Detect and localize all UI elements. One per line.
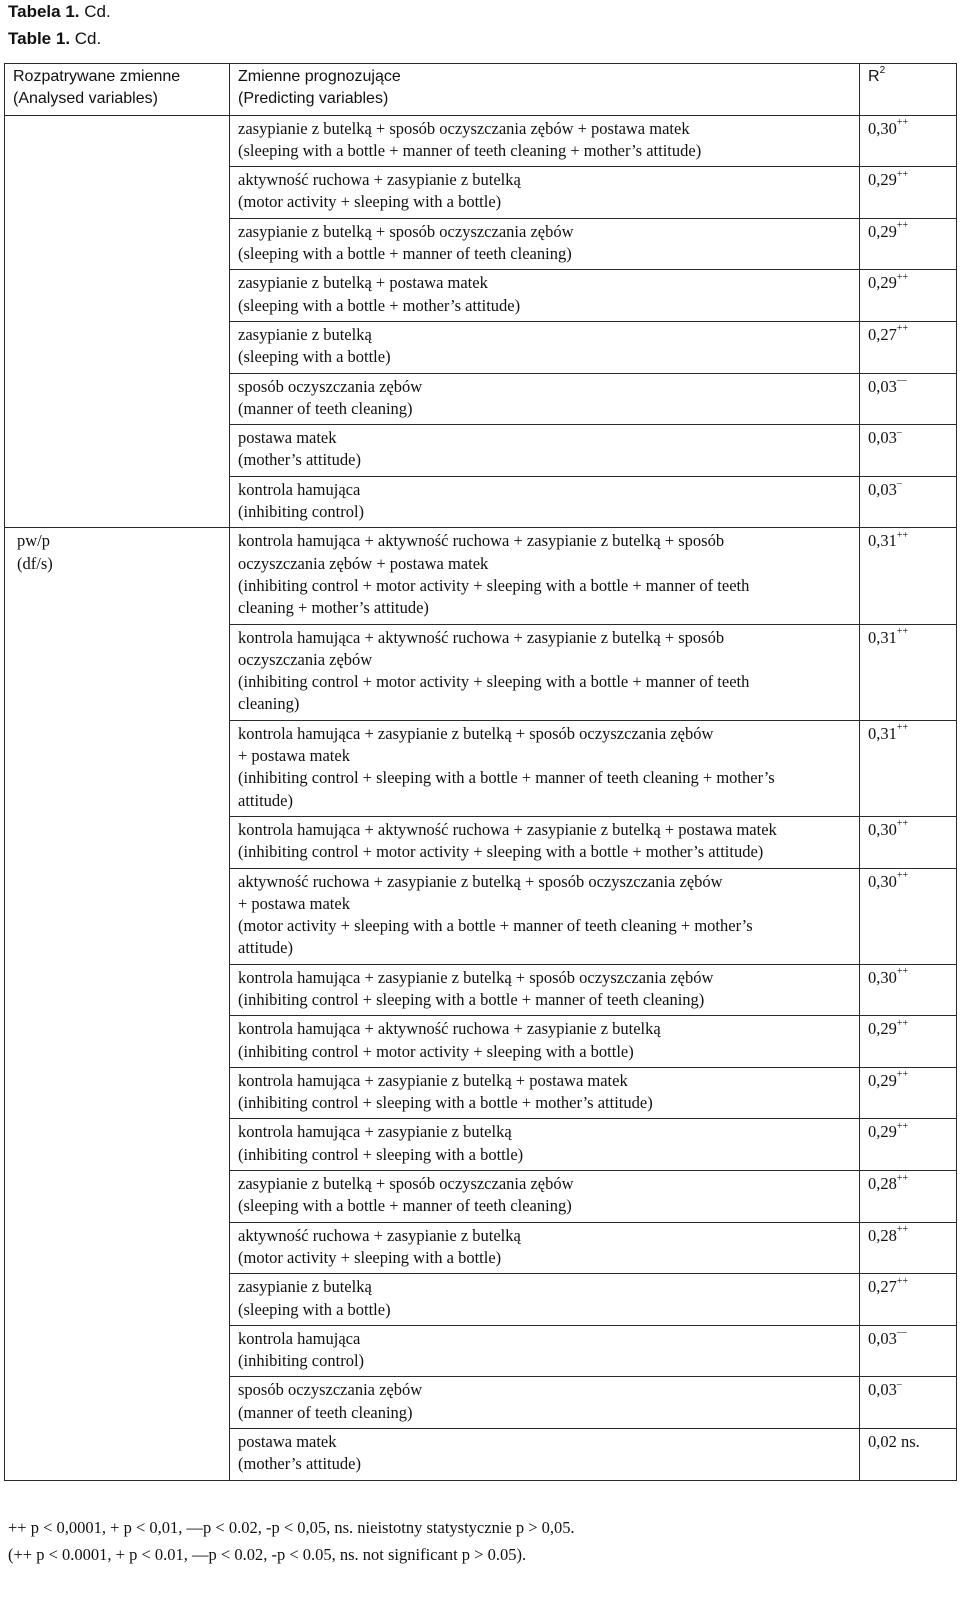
predictor-line: kontrola hamująca + aktywność ruchowa + zasypianie z butelką + sposób — [238, 531, 725, 551]
predicting-variables-cell — [230, 218, 860, 270]
predictor-line: (sleeping with a bottle + manner of teeth cleaning + mother’s attitude) — [238, 140, 702, 160]
r-squared-cell — [860, 321, 957, 373]
predictor-line: zasypianie z butelką + sposób oczyszczania zębów — [238, 1174, 574, 1194]
header-col2-pl: Zmienne prognozujące — [238, 68, 401, 85]
predicting-variables-cell — [230, 476, 860, 528]
significance-marker: ++ — [896, 323, 909, 335]
r-squared-cell — [860, 964, 957, 1016]
r-squared-value: 0,29 — [868, 170, 897, 190]
r-squared-value: 0,30 — [868, 118, 897, 138]
significance-marker: ++ — [896, 870, 909, 881]
predicting-variables-cell — [230, 1429, 860, 1481]
predicting-variables-cell — [230, 1325, 860, 1377]
r-squared-value: 0,30 — [868, 871, 897, 891]
predictor-line: + postawa matek — [238, 893, 350, 913]
predicting-variables-cell — [230, 167, 860, 219]
predictor-line: zasypianie z butelką — [238, 324, 372, 344]
predicting-variables-cell — [230, 373, 860, 425]
r-squared-cell — [860, 1377, 957, 1429]
predictor-line: (inhibiting control + sleeping with a bottle + manner of teeth cleaning + mother’s — [238, 768, 775, 788]
table-caption-en — [8, 29, 101, 49]
r-squared-cell — [860, 270, 957, 322]
predictor-line: kontrola hamująca + zasypianie z butelką + sposób oczyszczania zębów — [238, 723, 714, 743]
predictor-line: (inhibiting control + sleeping with a bottle + mother’s attitude) — [238, 1093, 653, 1113]
predictor-line: kontrola hamująca + aktywność ruchowa + zasypianie z butelką + sposób — [238, 627, 725, 647]
r-squared-cell — [860, 1429, 957, 1481]
significance-marker: ++ — [896, 1172, 909, 1184]
predicting-variables-cell — [230, 1016, 860, 1068]
predictor-line: (sleeping with a bottle) — [238, 347, 391, 367]
predicting-variables-cell — [230, 1377, 860, 1429]
r-squared-value: 0,29 — [868, 1019, 897, 1039]
predicting-variables-cell — [230, 270, 860, 322]
analysed-variable-cell — [5, 528, 230, 1480]
predictor-line: (mother’s attitude) — [238, 1454, 361, 1474]
significance-marker: — — [896, 1327, 907, 1339]
predicting-variables-cell — [230, 624, 860, 720]
predictor-line: postawa matek — [238, 428, 337, 448]
significance-marker: – — [896, 426, 902, 438]
predictor-line: (manner of teeth cleaning) — [238, 398, 413, 418]
r-squared-value: 0,03 — [868, 428, 897, 448]
predicting-variables-cell — [230, 964, 860, 1016]
predictor-line: attitude) — [238, 938, 293, 958]
predictor-line: (inhibiting control) — [238, 502, 365, 522]
significance-marker: – — [896, 478, 902, 490]
predictor-line: oczyszczania zębów + postawa matek — [238, 553, 489, 573]
r-squared-cell — [860, 476, 957, 528]
predicting-variables-cell — [230, 1067, 860, 1119]
r-squared-value: 0,29 — [868, 273, 897, 293]
r-squared-cell — [860, 624, 957, 720]
predictor-line: (inhibiting control + motor activity + sleeping with a bottle + manner of teeth — [238, 672, 750, 692]
predictor-line: (motor activity + sleeping with a bottle) — [238, 192, 502, 212]
predictor-line: sposób oczyszczania zębów — [238, 1380, 423, 1400]
predictor-line: zasypianie z butelką + sposób oczyszczania zębów + postawa matek — [238, 118, 690, 138]
predicting-variables-cell — [230, 528, 860, 624]
r-squared-cell — [860, 167, 957, 219]
r-squared-value: 0,30 — [868, 967, 897, 987]
predictor-line: (motor activity + sleeping with a bottle) — [238, 1247, 502, 1267]
predictor-line: (inhibiting control) — [238, 1351, 365, 1371]
r-squared-value: 0,27 — [868, 1277, 897, 1297]
r-squared-cell — [860, 1171, 957, 1223]
predictor-line: (sleeping with a bottle + manner of teeth cleaning) — [238, 244, 572, 264]
r-squared-value: 0,03 — [868, 479, 897, 499]
r-squared-value: 0,29 — [868, 1070, 897, 1090]
predictor-line: + postawa matek — [238, 746, 350, 766]
predictor-line: oczyszczania zębów — [238, 649, 373, 669]
results-table — [4, 63, 957, 1481]
r-squared-value: 0,30 — [868, 819, 897, 839]
predictor-line: (inhibiting control + motor activity + sleeping with a bottle + manner of teeth — [238, 575, 750, 595]
predicting-variables-cell — [230, 868, 860, 964]
significance-marker: ++ — [896, 117, 909, 129]
significance-marker: – — [896, 1378, 902, 1390]
analysed-variable-pl: pw/p — [17, 531, 50, 551]
r-squared-value: 0,29 — [868, 221, 897, 241]
predictor-line: (inhibiting control + motor activity + sleeping with a bottle + mother’s attitude) — [238, 842, 764, 862]
significance-marker: ++ — [896, 626, 909, 638]
header-col1-en: (Analysed variables) — [13, 90, 158, 108]
predicting-variables-cell — [230, 321, 860, 373]
significance-marker: ++ — [896, 818, 909, 830]
r-squared-value: 0,27 — [868, 324, 897, 344]
significance-marker: ++ — [896, 1275, 909, 1287]
r-squared-cell — [860, 425, 957, 477]
predictor-line: (sleeping with a bottle + manner of teeth cleaning) — [238, 1196, 572, 1216]
significance-marker: ++ — [896, 168, 909, 180]
significance-marker: ++ — [896, 529, 909, 541]
predictor-line: zasypianie z butelką — [238, 1277, 372, 1297]
predictor-line: kontrola hamująca — [238, 1328, 361, 1348]
r-squared-cell — [860, 1016, 957, 1068]
significance-marker: ++ — [896, 966, 909, 978]
predicting-variables-cell — [230, 1274, 860, 1326]
predictor-line: kontrola hamująca + zasypianie z butelką + sposób oczyszczania zębów — [238, 967, 714, 987]
header-r-squared — [860, 64, 957, 116]
predictor-line: (sleeping with a bottle) — [238, 1299, 391, 1319]
significance-marker: — — [896, 375, 907, 387]
table-row — [5, 115, 957, 167]
significance-marker: ++ — [896, 220, 909, 232]
header-analysed-variables — [5, 64, 230, 116]
r-squared-value: 0,31 — [868, 531, 897, 551]
significance-marker: ++ — [896, 722, 909, 734]
r-squared-cell — [860, 1325, 957, 1377]
r-squared-value: 0,31 — [868, 627, 897, 647]
r-squared-cell — [860, 1067, 957, 1119]
r-squared-cell — [860, 528, 957, 624]
predicting-variables-cell — [230, 1119, 860, 1171]
predictor-line: kontrola hamująca + zasypianie z butelką — [238, 1122, 512, 1142]
predicting-variables-cell — [230, 425, 860, 477]
predictor-line: (inhibiting control + sleeping with a bottle + manner of teeth cleaning) — [238, 989, 705, 1009]
predictor-line: aktywność ruchowa + zasypianie z butelką — [238, 170, 521, 190]
r-squared-cell — [860, 218, 957, 270]
r-squared-cell — [860, 868, 957, 964]
r-squared-cell — [860, 816, 957, 868]
predictor-line: kontrola hamująca + aktywność ruchowa + zasypianie z butelką — [238, 1019, 661, 1039]
predictor-line: kontrola hamująca + aktywność ruchowa + zasypianie z butelką + postawa matek — [238, 819, 777, 839]
significance-marker: ++ — [896, 271, 909, 283]
predictor-line: (motor activity + sleeping with a bottle + manner of teeth cleaning + mother’s — [238, 916, 753, 936]
r-squared-value: 0,29 — [868, 1122, 897, 1142]
header-predicting-variables — [230, 64, 860, 116]
predictor-line: cleaning) — [238, 694, 300, 714]
caption-en-suffix: Cd. — [74, 29, 102, 48]
r-squared-value: 0,31 — [868, 723, 897, 743]
predictor-line: aktywność ruchowa + zasypianie z butelką + sposób oczyszczania zębów — [238, 871, 723, 891]
caption-pl-label: Tabela 1. — [8, 2, 80, 21]
analysed-variable-en: (df/s) — [17, 553, 53, 573]
r-squared-value: 0,28 — [868, 1174, 897, 1194]
predictor-line: (inhibiting control + motor activity + sleeping with a bottle) — [238, 1041, 634, 1061]
table-row — [5, 528, 957, 624]
predictor-line: cleaning + mother’s attitude) — [238, 598, 429, 618]
significance-marker: ++ — [896, 1120, 909, 1132]
header-col1-pl: Rozpatrywane zmienne — [13, 68, 181, 85]
header-col2-en: (Predicting variables) — [238, 90, 389, 108]
predicting-variables-cell — [230, 816, 860, 868]
predictor-line: zasypianie z butelką + sposób oczyszczania zębów — [238, 221, 574, 241]
predictor-line: attitude) — [238, 790, 293, 810]
header-r-sup: 2 — [879, 64, 886, 76]
r-squared-value: 0,02 ns. — [868, 1432, 920, 1452]
r-squared-cell — [860, 115, 957, 167]
r-squared-value: 0,28 — [868, 1225, 897, 1245]
predictor-line: aktywność ruchowa + zasypianie z butelką — [238, 1225, 521, 1245]
predicting-variables-cell — [230, 1222, 860, 1274]
header-r-base: R — [868, 68, 880, 85]
predicting-variables-cell — [230, 115, 860, 167]
caption-pl-suffix: Cd. — [84, 2, 111, 21]
significance-marker: ++ — [896, 1017, 909, 1029]
r-squared-cell — [860, 1222, 957, 1274]
predictor-line: sposób oczyszczania zębów — [238, 376, 423, 396]
predictor-line: kontrola hamująca + zasypianie z butelką + postawa matek — [238, 1070, 628, 1090]
predictor-line: kontrola hamująca — [238, 479, 361, 499]
table-header-row — [5, 64, 957, 116]
r-squared-cell — [860, 720, 957, 816]
caption-en-label: Table 1. — [8, 29, 71, 48]
r-squared-value: 0,03 — [868, 1328, 897, 1348]
r-squared-cell — [860, 1274, 957, 1326]
analysed-variable-cell-empty — [5, 115, 230, 528]
r-squared-cell — [860, 373, 957, 425]
predictor-line: (inhibiting control + sleeping with a bottle) — [238, 1144, 524, 1164]
predictor-line: zasypianie z butelką + postawa matek — [238, 273, 488, 293]
r-squared-cell — [860, 1119, 957, 1171]
r-squared-value: 0,03 — [868, 376, 897, 396]
predictor-line: (sleeping with a bottle + mother’s attitude) — [238, 295, 521, 315]
predicting-variables-cell — [230, 1171, 860, 1223]
predicting-variables-cell — [230, 720, 860, 816]
table-caption-pl — [8, 2, 111, 22]
predictor-line: (manner of teeth cleaning) — [238, 1402, 413, 1422]
predictor-line: postawa matek — [238, 1432, 337, 1452]
footnote-pl: ++ p < 0,0001, + p < 0,01, —p < 0.02, -p < 0,05, ns. nieistotny statystycznie p > 0,05. — [8, 1518, 575, 1537]
r-squared-value: 0,03 — [868, 1380, 897, 1400]
significance-marker: ++ — [896, 1224, 909, 1236]
predictor-line: (mother’s attitude) — [238, 450, 361, 470]
significance-marker: ++ — [896, 1069, 909, 1081]
footnote-en: (++ p < 0.0001, + p < 0.01, —p < 0.02, -p < 0.05, ns. not significant p > 0.05). — [8, 1545, 527, 1564]
